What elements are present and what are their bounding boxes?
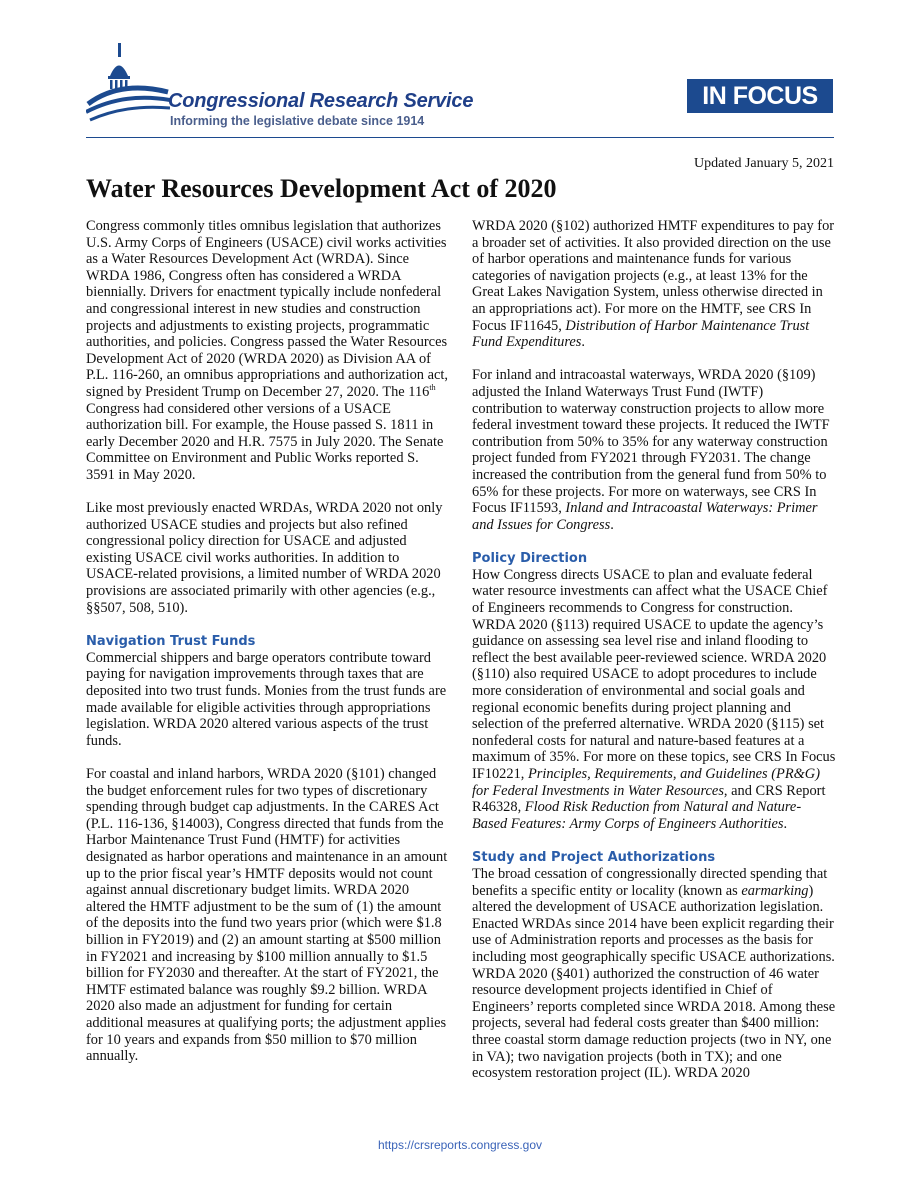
waterways-paragraph <box>472 367 836 533</box>
intro-text-b: Congress had considered other versions of a USACE authorization bill. For example, the House passed S. 1811 in early December 2020 and H.R. 7575 in July 2020. The Senate Committee on Environment and Public Works reported S. 3591 in May 2020. <box>86 400 444 483</box>
document-title: Water Resources Development Act of 2020 <box>86 174 557 203</box>
footer-url-link[interactable]: https://crsreports.congress.gov <box>377 1138 543 1152</box>
authorizations-text-a: The broad cessation of congressionally directed spending that benefits a specific entity or locality (known as <box>472 865 828 899</box>
hmtf-text-b: . <box>581 334 585 351</box>
capitol-dome-icon <box>86 40 170 130</box>
right-column <box>472 218 836 1098</box>
earmarking-term: earmarking <box>741 882 809 899</box>
prg-report-title: Principles, Requirements, and Guidelines (PR&G) for Federal Investments in Water Resources <box>472 766 820 799</box>
trust-funds-paragraph: Commercial shippers and barge operators contribute toward paying for navigation improvements through taxes that are deposited into two trust funds. Monies from the trust funds are made available for eligible activities through appropriations legislation. WRDA 2020 altered various aspects of the trust funds. <box>86 649 447 749</box>
waterways-text-b: . <box>610 516 614 533</box>
policy-text-a: How Congress directs USACE to plan and evaluate federal water resource investments can affect what the USACE Chief of Engineers recommends to Congress for construction. WRDA 2020 (§113) required USACE to update the agency’s guidance on assessing sea level rise and inland flooding to reflect the best available peer-reviewed science. WRDA 2020 (§110) also required USACE to adopt procedures to include more consideration of environmental and social goals and regional economic benefits during project planning and selection of the preferred alternative. WRDA 2020 (§115) set nonfederal costs for natural and nature-based features at a maximum of 35%. For more on these topics, see CRS In Focus IF10221, <box>472 566 836 782</box>
hmtf-paragraph <box>472 218 836 351</box>
policy-text-c: . <box>783 815 788 832</box>
policy-paragraph <box>472 567 836 833</box>
in-focus-label: IN FOCUS <box>702 81 818 110</box>
intro-paragraph <box>86 218 450 484</box>
in-focus-badge <box>687 79 833 113</box>
left-column <box>86 218 450 1081</box>
intro-text-a: Congress commonly titles omnibus legislation that authorizes U.S. Army Corps of Engineers (USACE) civil works activities as a Water Resources Development Act (WRDA). Since WRDA 1986, Congress often has considered a WRDA biennially. Drivers for enactment typically include nonfederal and congressional interest in new studies and construction projects and adjustments to existing projects, programmatic authorities, and policies. Congress passed the Water Resources Development Act of 2020 (WRDA 2020) as Division AA of P.L. 116-260, an omnibus appropriations and authorization act, signed by President Trump on December 27, 2020. The 116 <box>86 218 448 400</box>
flood-risk-report-title: Flood Risk Reduction from Natural and Nature-Based Features: Army Corps of Engineers Authorities <box>472 799 802 832</box>
authorizations-paragraph <box>472 866 836 1082</box>
scope-paragraph: Like most previously enacted WRDAs, WRDA 2020 not only authorized USACE studies and projects but also refined congressional policy direction for USACE and adjusted existing USACE civil works authorities. In addition to USACE-related provisions, a limited number of WRDA 2020 provisions are associated primarily with other agencies (e.g., §§507, 508, 510). <box>86 500 443 616</box>
harbors-paragraph: For coastal and inland harbors, WRDA 2020 (§101) changed the budget enforcement rules for two types of discretionary spending through budget cap adjustments. In the CARES Act (P.L. 116-136, §14003), Congress directed that funds from the Harbor Maintenance Trust Fund (HMTF) for activities designated as harbor operations and maintenance in an amount up to the prior fiscal year’s HMTF deposits would not count against annual discretionary budget limits. WRDA 2020 altered the HMTF adjustment to be the sum of (1) the amount of the deposits into the fund two years prior (which were $1.8 billion in FY2019) and (2) an amount starting at $500 million in FY2021 and increasing by $100 million annually to $1.5 billion for FY2030 and thereafter. At the start of FY2021, the HMTF estimated balance was roughly $9.2 billion. WRDA 2020 also made an adjustment for funding for certain additional measures at qualifying ports; the adjustment applies for 10 years and expands from $50 million to $70 million annually. <box>86 766 448 1065</box>
hmtf-text-a: WRDA 2020 (§102) authorized HMTF expenditures to pay for a broader set of activities. It also provided direction on the use of harbor operations and maintenance funds for various categories of navigation projects (e.g., at least 13% for the Great Lakes Navigation System, unless otherwise directed in an appropriations act). For more on the HMTF, see CRS In Focus IF11645, <box>472 218 835 334</box>
updated-date: Updated January 5, 2021 <box>694 156 834 171</box>
heading-navigation-trust-funds: Navigation Trust Funds <box>86 633 256 649</box>
hmtf-report-title: Distribution of Harbor Maintenance Trust Fund Expenditures <box>472 317 810 351</box>
waterways-text-a: For inland and intracoastal waterways, WRDA 2020 (§109) adjusted the Inland Waterways Trust Fund (IWTF) contribution to waterway construction projects to allow more federal investment toward these projects. It reduced the IWTF contribution from 50% to 35% for any waterway construction project funded from FY2021 through FY2031. The change increased the contribution from the general fund from 50% to 65% for these projects. For more on waterways, see CRS In Focus IF11593, <box>472 367 830 517</box>
heading-policy-direction: Policy Direction <box>472 550 588 566</box>
heading-study-project-authorizations: Study and Project Authorizations <box>472 849 716 865</box>
waterways-report-title: Inland and Intracoastal Waterways: Primer and Issues for Congress <box>472 500 818 533</box>
ordinal-superscript: th <box>429 383 436 393</box>
header-rule <box>86 137 834 138</box>
authorizations-text-b: ) altered the development of USACE authorization legislation. Enacted WRDAs since 2014 have been explicit regarding their use of Administration reports and processes as the basis for including most geographically specific USACE authorizations. WRDA 2020 (§401) authorized the construction of 46 water resource development projects identified in Chief of Engineers’ reports completed since WRDA 2018. Among these projects, several had federal costs greater than $400 million: three coastal storm damage reduction projects (two in NY, one in VA); two navigation projects (both in TX); and one ecosystem restoration project (IL). WRDA 2020 <box>472 882 836 1082</box>
org-name: Congressional Research Service <box>168 90 474 112</box>
policy-text-b: , and CRS Report R46328, <box>472 782 826 816</box>
org-tagline: Informing the legislative debate since 1914 <box>170 114 425 128</box>
crs-logo <box>86 40 486 130</box>
